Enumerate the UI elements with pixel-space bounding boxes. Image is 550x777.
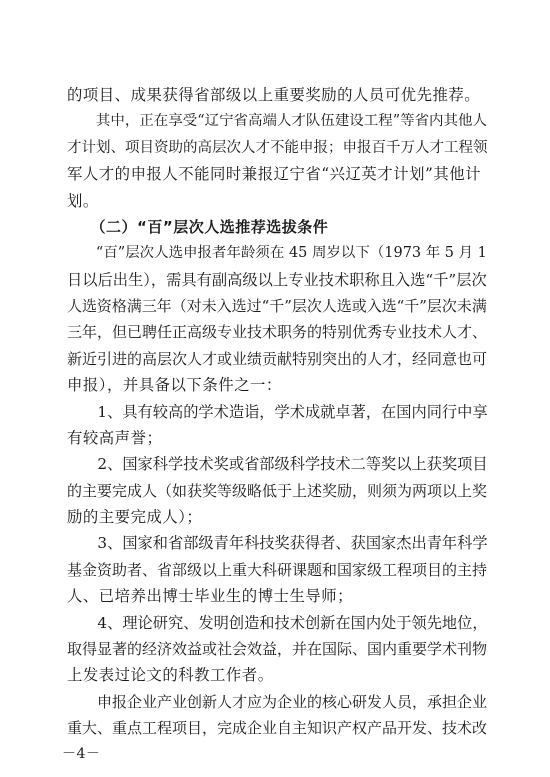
section-heading: （二）“百”层次人选推荐选拔条件: [67, 218, 329, 236]
text-line: 基金资助者、省部级以上重大科研课题和国家级工程项目的主持: [67, 561, 488, 579]
text-line: 划。: [67, 192, 99, 210]
text-line: 有较高声誉；: [67, 429, 163, 447]
text-line: 励的主要完成人）；: [67, 508, 203, 526]
text-line: 三年，但已聘任正高级专业技术职务的特别优秀专业技术人才、: [67, 323, 488, 341]
text-line: 取得显著的经济效益或社会效益，并在国际、国内重要学术刊物: [67, 640, 488, 658]
text-line: 1、具有较高的学术造诣，学术成就卓著，在国内同行中享: [67, 403, 488, 421]
text-line: 新近引进的高层次人才或业绩贡献特别突出的人才，经同意也可: [67, 350, 488, 368]
text-line: 军人才的申报人不能同时兼报辽宁省“兴辽英才计划”其他计: [67, 165, 482, 183]
text-line: 其中，正在享受“辽宁省高端人才队伍建设工程”等省内其他人: [67, 113, 487, 129]
text-line: 人、已培养出博士毕业生的博士生导师；: [67, 587, 354, 605]
text-line: 重大、重点工程项目，完成企业自主知识产权产品开发、技术改: [67, 719, 488, 737]
page-number: －4－: [62, 746, 101, 762]
text-line: 申报企业产业创新人才应为企业的核心研发人员，承担企业: [67, 693, 488, 711]
text-line: 的主要完成人（如获奖等级略低于上述奖励，则须为两项以上奖: [67, 482, 488, 500]
text-line: 申报），并具备以下条件之一：: [67, 376, 282, 394]
text-line: 上发表过论文的科教工作者。: [67, 666, 274, 684]
text-line: 的项目、成果获得省部级以上重要奖励的人员可优先推荐。: [67, 86, 481, 104]
text-line: 2、国家科学技术奖或省部级科学技术二等奖以上获奖项目: [67, 455, 488, 473]
text-line: 4、理论研究、发明创造和技术创新在国内处于领先地位，: [67, 614, 488, 632]
text-line: 日以后出生），需具有副高级以上专业技术职称且入选“千”层次: [67, 271, 487, 289]
text-line: 3、国家和省部级青年科技奖获得者、获国家杰出青年科学: [67, 534, 488, 552]
text-line: 才计划、项目资助的高层次人才不能申报；申报百千万人才工程领: [67, 140, 488, 156]
text-line: “百”层次人选申报者年龄须在 45 周岁以下（1973 年 5 月 1: [67, 245, 487, 261]
text-line: 人选资格满三年（对未入选过“千”层次人选或入选“千”层次未满: [67, 297, 487, 315]
